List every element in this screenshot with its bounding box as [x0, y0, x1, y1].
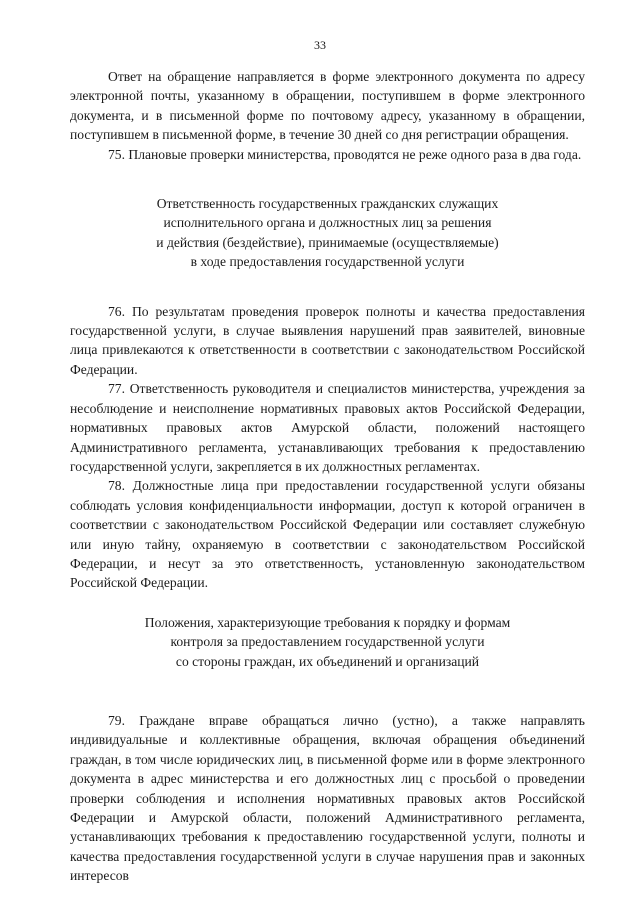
heading-line: Положения, характеризующие требования к порядку и формам — [144, 614, 511, 630]
page-number: 33 — [314, 38, 326, 52]
spacer — [70, 671, 585, 701]
spacer — [70, 164, 585, 194]
paragraph-75: 75. Плановые проверки министерства, проводятся не реже одного раза в два года. — [108, 146, 582, 162]
heading-line: исполнительного органа и должностных лиц за решения — [163, 215, 492, 231]
paragraph-76: 76. По результатам проведения проверок полноты и качества предоставления государственной услуги, в случае выявления нарушений прав заявителей, виновные лица привлекаются к ответственности в соответствии с законодательством Российской Федерации. — [70, 303, 585, 377]
heading-line: контроля за предоставлением государственной услуги — [170, 634, 485, 650]
spacer — [70, 701, 585, 711]
spacer — [70, 272, 585, 302]
paragraph-response-delivery: Ответ на обращение направляется в форме электронного документа по адресу электронной почты, указанному в обращении, поступившем в форме электронного документа, и в письменной форме по почтовому адресу, указанному в обращении, поступившем в письменной форме, в течение 30 дней со дня регистрации обращения. — [70, 69, 585, 143]
heading-line: со стороны граждан, их объединений и организаций — [175, 653, 480, 669]
section-heading-responsibility — [70, 194, 585, 272]
paragraph-78: 78. Должностные лица при предоставлении государственной услуги обязаны соблюдать условия конфиденциальности информации, доступ к которой ограничен в соответствии с законодательством Российской Федерации или составляет служебную или иную тайну, охраняемую в соответствии с законодательством Российской Федерации, и несут за это ответственность, установленную законодательством Российской Федерации. — [70, 478, 585, 591]
heading-line: в ходе предоставления государственной услуги — [190, 254, 465, 270]
document-body — [70, 67, 585, 886]
spacer — [70, 593, 585, 613]
paragraph-79: 79. Граждане вправе обращаться лично (устно), а также направлять индивидуальные и коллективные обращения, включая обращения объединений граждан, в том числе юридических лиц, в письменной форме или в форме электронного документа в адрес министерства и его должностных лиц с просьбой о проведении проверки соблюдения и исполнения нормативных правовых актов Российской Федерации и Амурской области, положений Административного регламента, устанавливающих требования к предоставлению государственной услуги, полноты и качества предоставления государственной услуги в случае нарушения прав и законных интересов — [70, 712, 585, 884]
paragraph-77: 77. Ответственность руководителя и специалистов министерства, учреждения за несоблюдение и неисполнение нормативных правовых актов Российской Федерации, нормативных правовых актов Амурской области, положений настоящего Административного регламента, устанавливающих требования к предоставлению государственной услуги, закрепляется в их должностных регламентах. — [70, 381, 585, 474]
heading-line: и действия (бездействие), принимаемые (осуществляемые) — [156, 234, 499, 250]
section-heading-citizen-control — [70, 613, 585, 671]
heading-line: Ответственность государственных гражданских служащих — [156, 196, 499, 212]
